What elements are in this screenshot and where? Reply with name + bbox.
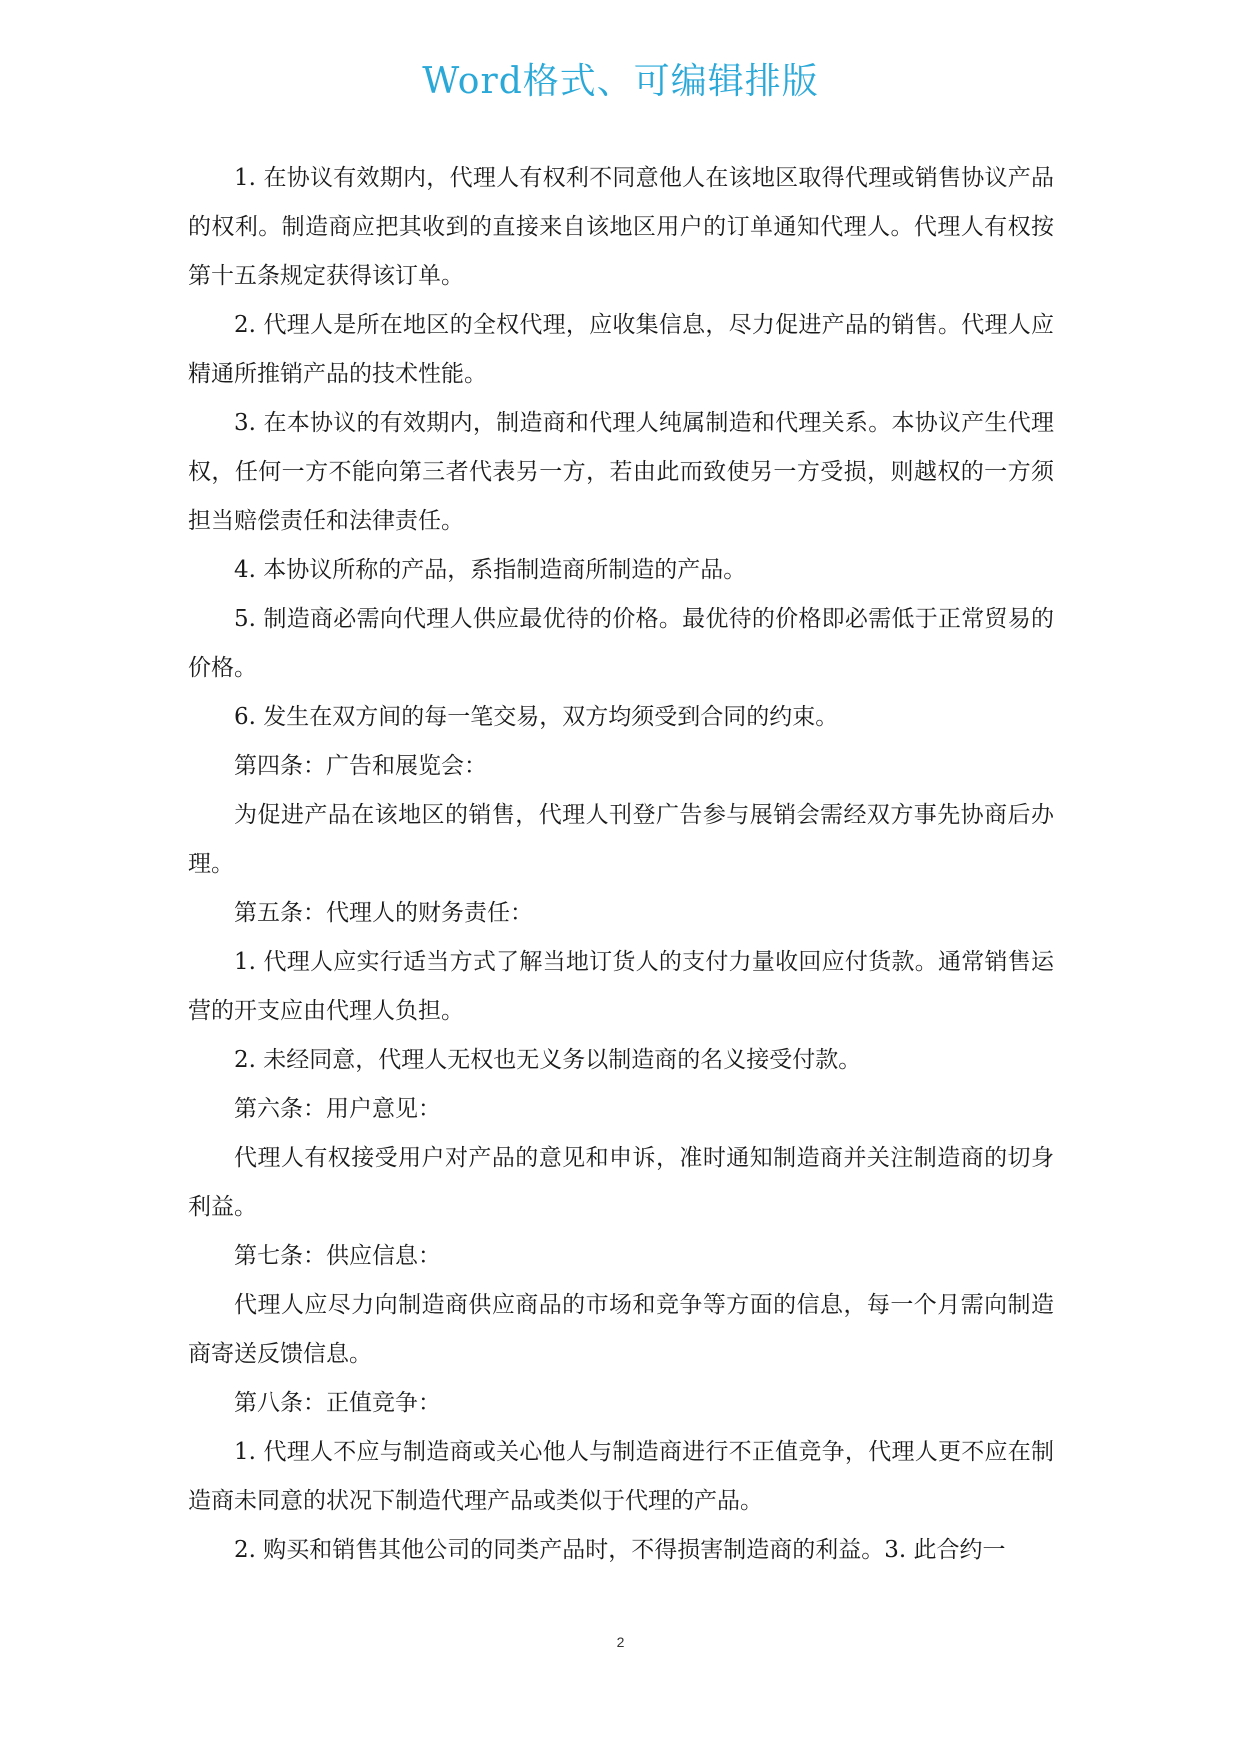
page-number: 2 bbox=[616, 1634, 625, 1650]
paragraph: 4. 本协议所称的产品，系指制造商所制造的产品。 bbox=[234, 557, 747, 583]
paragraph: 3. 在本协议的有效期内，制造商和代理人纯属制造和代理关系。本协议产生代理权，任何一方不能向第三者代表另一方，若由此而致使另一方受损，则越权的一方须担当赔偿责任和法律责任。 bbox=[188, 410, 1054, 534]
paragraph: 代理人有权接受用户对产品的意见和申诉，准时通知制造商并关注制造商的切身利益。 bbox=[188, 1145, 1054, 1220]
section-heading: 第六条：用户意见： bbox=[234, 1096, 441, 1122]
paragraph: 1. 代理人不应与制造商或关心他人与制造商进行不正值竞争，代理人更不应在制造商未同意的状况下制造代理产品或类似于代理的产品。 bbox=[188, 1439, 1054, 1514]
section-heading: 第七条：供应信息： bbox=[234, 1243, 441, 1269]
section-heading: 第四条：广告和展览会： bbox=[234, 753, 487, 779]
paragraph: 代理人应尽力向制造商供应商品的市场和竞争等方面的信息，每一个月需向制造商寄送反馈信息。 bbox=[188, 1292, 1054, 1367]
section-heading: 第五条：代理人的财务责任： bbox=[234, 900, 533, 926]
paragraph: 1. 代理人应实行适当方式了解当地订货人的支付力量收回应付货款。通常销售运营的开支应由代理人负担。 bbox=[188, 949, 1054, 1024]
paragraph: 2. 购买和销售其他公司的同类产品时，不得损害制造商的利益。3. 此合约一 bbox=[234, 1537, 1006, 1563]
paragraph: 6. 发生在双方间的每一笔交易，双方均须受到合同的约束。 bbox=[234, 704, 839, 730]
paragraph: 1. 在协议有效期内，代理人有权利不同意他人在该地区取得代理或销售协议产品的权利。制造商应把其收到的直接来自该地区用户的订单通知代理人。代理人有权按第十五条规定获得该订单。 bbox=[188, 165, 1054, 289]
section-heading: 第八条：正值竞争： bbox=[234, 1390, 441, 1416]
paragraph: 为促进产品在该地区的销售，代理人刊登广告参与展销会需经双方事先协商后办理。 bbox=[188, 802, 1054, 877]
paragraph: 5. 制造商必需向代理人供应最优待的价格。最优待的价格即必需低于正常贸易的价格。 bbox=[188, 606, 1054, 681]
paragraph: 2. 未经同意，代理人无权也无义务以制造商的名义接受付款。 bbox=[234, 1047, 862, 1073]
header-title: Word格式、可编辑排版 bbox=[422, 61, 819, 102]
paragraph: 2. 代理人是所在地区的全权代理，应收集信息，尽力促进产品的销售。代理人应精通所推销产品的技术性能。 bbox=[188, 312, 1054, 387]
document-body bbox=[188, 154, 1054, 1575]
